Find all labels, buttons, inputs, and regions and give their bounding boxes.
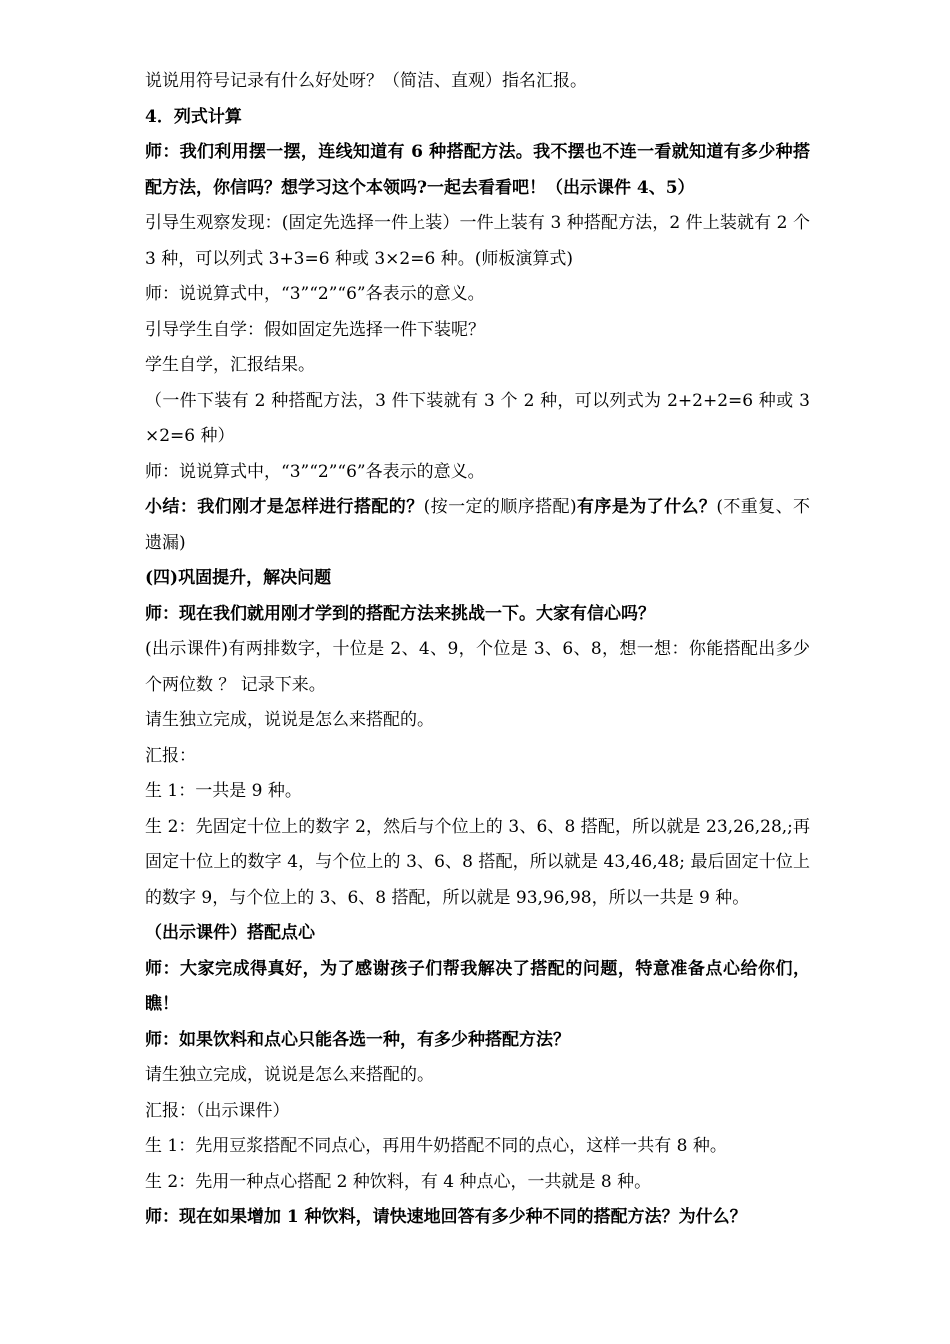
summary-part-2: (按一定的顺序搭配)	[423, 497, 577, 517]
paragraph-guide-observe: 引导生观察发现：(固定先选择一件上装）一件上装有 3 种搭配方法，2 件上装就有 2 个 3 种，可以列式 3+3=6 种或 3×2=6 种。(师板演算式)	[145, 213, 810, 269]
paragraph-two-digit-task: (出示课件)有两排数字，十位是 2、4、9，个位是 3、6、8，想一想：你能搭配出多少个两位数 ？ 记录下来。	[145, 639, 810, 695]
teacher-paragraph-snack: 师：大家完成得真好，为了感谢孩子们帮我解决了搭配的问题，特意准备点心给你们，瞧！	[145, 958, 810, 1014]
paragraph-independent-1: 请生独立完成，说说是怎么来搭配的。	[145, 710, 434, 730]
paragraph-student-1b: 生 1：先用豆浆搭配不同点心，再用牛奶搭配不同的点心，这样一共有 8 种。	[145, 1136, 727, 1156]
teacher-paragraph-drink-question: 师：如果饮料和点心只能各选一种，有多少种搭配方法？	[145, 1029, 570, 1050]
section-heading-consolidate: (四)巩固提升，解决问题	[145, 568, 332, 588]
paragraph-bottoms-calc: （一件下装有 2 种搭配方法，3 件下装就有 3 个 2 种，可以列式为 2+2+2=6 种或 3×2=6 种）	[145, 390, 810, 446]
paragraph-1: 说说用符号记录有什么好处呀？（简洁、直观）指名汇报。	[145, 71, 587, 91]
paragraph-report-2: 汇报：（出示课件）	[145, 1100, 290, 1121]
paragraph-teacher-meaning-2: 师：说说算式中，“3”“2”“6”各表示的意义。	[145, 461, 485, 482]
paragraph-teacher-meaning-1: 师：说说算式中，“3”“2”“6”各表示的意义。	[145, 284, 485, 304]
section-heading-4: 4．列式计算	[145, 106, 242, 127]
paragraph-student-1a: 生 1：一共是 9 种。	[145, 781, 302, 801]
teacher-paragraph-1: 师：我们利用摆一摆，连线知道有 6 种搭配方法。我不摆也不连一看就知道有多少种搭配方法，你信吗？想学习这个本领吗?一起去看看吧！（出示课件 4、5）	[145, 142, 810, 198]
teacher-paragraph-challenge: 师：现在我们就用刚才学到的搭配方法来挑战一下。大家有信心吗？	[145, 603, 655, 624]
document-page	[145, 64, 810, 1236]
summary-part-1: 小结：我们刚才是怎样进行搭配的？	[145, 497, 424, 517]
summary-part-4: (不重复、不遗漏)	[145, 497, 811, 553]
teacher-paragraph-final-question: 师：现在如果增加 1 种饮料，请快速地回答有多少种不同的搭配方法？为什么？	[145, 1207, 747, 1227]
summary-part-3: 有序是为了什么？	[576, 497, 717, 517]
paragraph-self-study-report: 学生自学，汇报结果。	[145, 355, 315, 375]
heading-snack-matching: （出示课件）搭配点心	[145, 923, 315, 943]
paragraph-summary	[145, 490, 810, 561]
paragraph-guide-self-study: 引导学生自学：假如固定先选择一件下装呢？	[145, 319, 485, 340]
paragraph-student-2b: 生 2：先用一种点心搭配 2 种饮料，有 4 种点心，一共就是 8 种。	[145, 1171, 652, 1192]
paragraph-independent-2: 请生独立完成，说说是怎么来搭配的。	[145, 1065, 434, 1085]
paragraph-student-2a: 生 2：先固定十位上的数字 2，然后与个位上的 3、6、8 搭配，所以就是 23,26,28,;再固定十位上的数字 4，与个位上的 3、6、8 搭配，所以就是 43,46,48; 最后固定十位上的数字 9，与个位上的 3、6、8 搭配，所以就是 93,96,98，所以一共是 9 种。	[145, 816, 810, 908]
paragraph-report-1: 汇报：	[145, 745, 196, 766]
